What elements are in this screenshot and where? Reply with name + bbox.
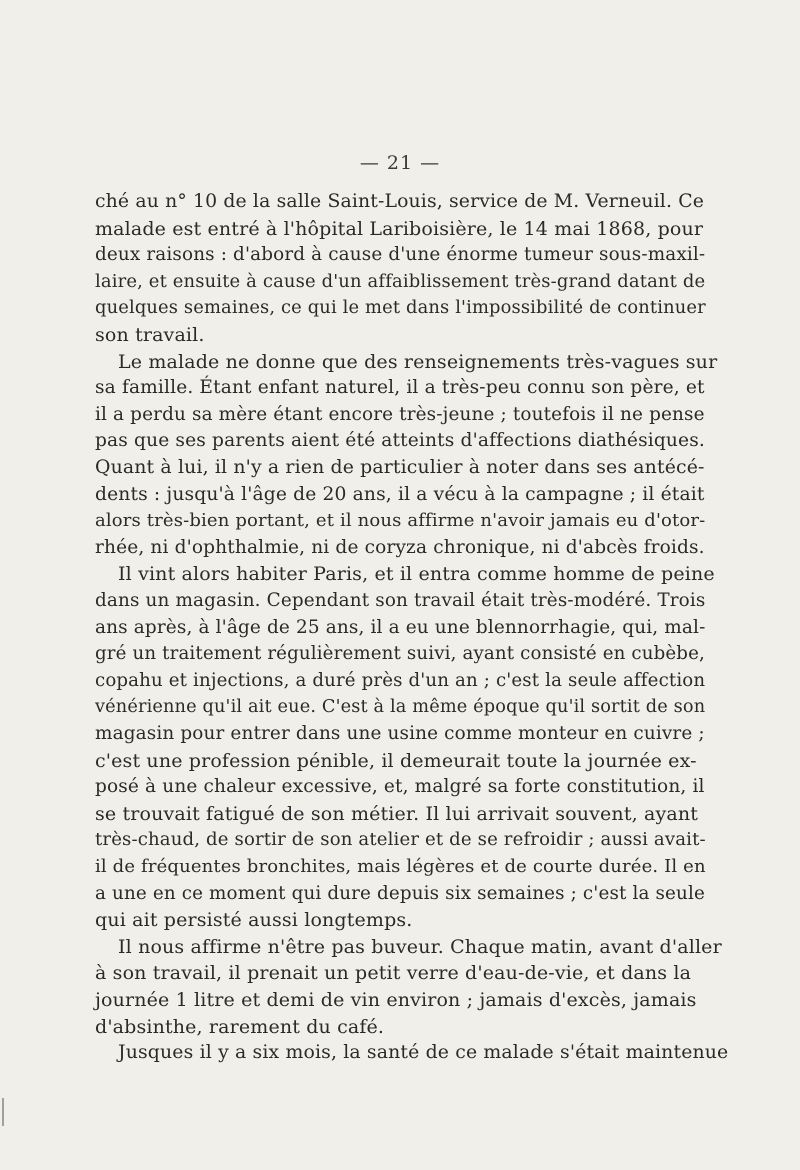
text-line: alors très-bien portant, et il nous affirme n'avoir jamais eu d'otor- — [95, 510, 706, 532]
text-line: deux raisons : d'abord à cause d'une énorme tumeur sous-maxil- — [95, 244, 706, 266]
text-line: très-chaud, de sortir de son atelier et de se refroidir ; aussi avait- — [95, 829, 706, 851]
text-line: il de fréquentes bronchites, mais légères et de courte durée. Il en — [95, 856, 706, 877]
text-line: sa famille. Étant enfant naturel, il a très-peu connu son père, et — [95, 377, 705, 399]
margin-scan-mark — [2, 1098, 4, 1126]
text-line: magasin pour entrer dans une usine comme monteur en cuivre ; — [95, 723, 705, 744]
text-line: rhée, ni d'ophthalmie, ni de coryza chronique, ni d'abcès froids. — [95, 536, 705, 558]
text-line: copahu et injections, a duré près d'un an ; c'est la seule affection — [95, 669, 706, 691]
text-line: c'est une profession pénible, il demeurait toute la journée ex- — [95, 749, 697, 772]
text-line: quelques semaines, ce qui le met dans l'impossibilité de continuer — [95, 297, 706, 319]
text-line: posé à une chaleur excessive, et, malgré sa forte constitution, il — [95, 776, 705, 798]
text-line: a une en ce moment qui dure depuis six semaines ; c'est la seule — [95, 882, 705, 904]
text-line: Il nous affirme n'être pas buveur. Chaque matin, avant d'aller — [118, 935, 722, 958]
text-line: vénérienne qu'il ait eue. C'est à la même époque qu'il sortit de son — [95, 697, 706, 718]
text-line: se trouvait fatigué de son métier. Il lui arrivait souvent, ayant — [95, 802, 698, 825]
page-number: — 21 — — [359, 152, 441, 174]
text-line: dents : jusqu'à l'âge de 20 ans, il a vécu à la campagne ; il était — [95, 483, 705, 505]
text-line: Il vint alors habiter Paris, et il entra comme homme de peine — [118, 563, 715, 586]
text-line: à son travail, il prenait un petit verre d'eau-de-vie, et dans la — [95, 962, 692, 985]
text-line: il a perdu sa mère étant encore très-jeune ; toutefois il ne pense — [95, 403, 705, 425]
text-line: Le malade ne donne que des renseignements très-vagues sur — [118, 350, 718, 373]
text-line: malade est entré à l'hôpital Lariboisière, le 14 mai 1868, pour — [95, 217, 704, 240]
text-line: ché au n° 10 de la salle Saint-Louis, service de M. Verneuil. Ce — [95, 191, 705, 212]
text-line: pas que ses parents aient été atteints d'affections diathésiques. — [95, 430, 705, 452]
text-line: gré un traitement régulièrement suivi, ayant consisté en cubèbe, — [95, 643, 705, 665]
text-line: Jusques il y a six mois, la santé de ce malade s'était maintenue — [118, 1042, 729, 1064]
text-line: d'absinthe, rarement du café. — [95, 1015, 385, 1038]
text-line: laire, et ensuite à cause d'un affaiblissement très-grand datant de — [95, 270, 706, 292]
text-line: ans après, à l'âge de 25 ans, il a eu une blennorrhagie, qui, mal- — [95, 616, 706, 638]
text-line: qui ait persisté aussi longtemps. — [95, 909, 413, 932]
text-line: Quant à lui, il n'y a rien de particulier à noter dans ses antécé- — [95, 457, 705, 478]
text-line: dans un magasin. Cependant son travail était très-modéré. Trois — [95, 590, 706, 611]
text-line: journée 1 litre et demi de vin environ ; jamais d'excès, jamais — [95, 989, 697, 1011]
text-line: son travail. — [95, 324, 205, 346]
